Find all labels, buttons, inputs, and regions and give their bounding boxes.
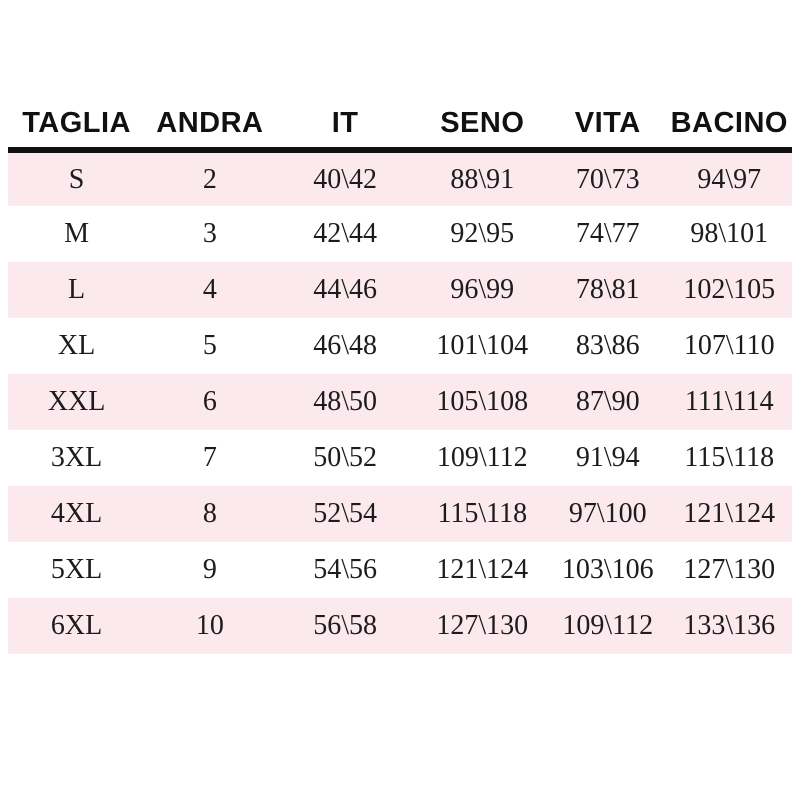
table-cell-vita: 74\77 (575, 218, 640, 249)
table-cell-taglia: L (68, 274, 86, 305)
table-cell-seno: 109\112 (436, 442, 528, 473)
table-cell-andra: 5 (202, 330, 217, 361)
table-cell-vita: 91\94 (575, 442, 640, 473)
table-cell-bacino: 133\136 (683, 610, 776, 641)
table-row-xl (8, 318, 792, 374)
table-cell-taglia: 5XL (50, 554, 103, 585)
header-row (8, 100, 792, 150)
table-cell-it: 50\52 (313, 442, 377, 473)
header-cell-andra: ANDRA (145, 100, 274, 150)
table-cell-andra: 2 (202, 163, 217, 195)
table-cell-vita: 103\106 (561, 554, 654, 585)
table-cell-it: 46\48 (313, 330, 377, 361)
table-row-5xl (8, 542, 792, 598)
table-cell-taglia: S (68, 163, 85, 195)
table-cell-andra: 6 (202, 386, 217, 417)
table-cell-it: 52\54 (313, 498, 377, 529)
table-cell-taglia: 4XL (50, 498, 103, 529)
table-cell-vita: 83\86 (575, 330, 640, 361)
table-cell-seno: 121\124 (436, 554, 529, 585)
table-cell-bacino: 111\114 (684, 386, 774, 417)
table-row-m (8, 206, 792, 262)
table-cell-vita: 78\81 (575, 274, 640, 305)
table-cell-andra: 8 (202, 498, 217, 529)
header-cell-seno: SENO (416, 100, 549, 150)
table-row-xxl (8, 374, 792, 430)
table-cell-bacino: 98\101 (690, 218, 769, 249)
table-cell-seno: 115\118 (437, 498, 528, 529)
table-cell-it: 44\46 (313, 274, 377, 305)
table-cell-bacino: 94\97 (697, 163, 762, 195)
table-cell-seno: 101\104 (436, 330, 529, 361)
table-cell-taglia: 6XL (50, 610, 103, 641)
table-cell-andra: 3 (202, 218, 217, 249)
table-cell-seno: 88\91 (450, 163, 515, 195)
table-cell-seno: 92\95 (450, 218, 515, 249)
table-cell-seno: 96\99 (450, 274, 515, 305)
table-cell-bacino: 121\124 (683, 498, 776, 529)
table-cell-taglia: XL (57, 330, 96, 361)
table-row-l (8, 262, 792, 318)
header-cell-taglia: TAGLIA (8, 100, 145, 150)
table-cell-taglia: M (64, 218, 90, 249)
table-cell-vita: 70\73 (575, 163, 640, 195)
table-cell-andra: 4 (202, 274, 217, 305)
table-cell-vita: 87\90 (575, 386, 640, 417)
table-cell-bacino: 115\118 (684, 442, 775, 473)
header-cell-bacino: BACINO (667, 100, 792, 150)
table-cell-it: 56\58 (313, 610, 377, 641)
table-cell-bacino: 102\105 (683, 274, 776, 305)
table-cell-taglia: 3XL (50, 442, 103, 473)
table-cell-andra: 9 (202, 554, 217, 585)
table-header (8, 100, 792, 150)
table-row-3xl (8, 430, 792, 486)
table-row-6xl (8, 598, 792, 654)
table-cell-it: 40\42 (313, 163, 377, 195)
table-cell-bacino: 107\110 (683, 330, 775, 361)
table-cell-seno: 127\130 (436, 610, 529, 641)
table-cell-bacino: 127\130 (683, 554, 776, 585)
table-cell-it: 42\44 (313, 218, 377, 249)
table-cell-taglia: XXL (47, 386, 106, 417)
size-chart-table (8, 100, 792, 654)
table-cell-andra: 10 (195, 610, 224, 641)
table-cell-it: 48\50 (313, 386, 377, 417)
table-cell-andra: 7 (202, 442, 217, 473)
header-cell-it: IT (275, 100, 416, 150)
table-cell-seno: 105\108 (436, 386, 529, 417)
table-row-s (8, 150, 792, 206)
table-cell-it: 54\56 (313, 554, 377, 585)
table-row-4xl (8, 486, 792, 542)
table-body (8, 150, 792, 654)
header-cell-vita: VITA (549, 100, 667, 150)
table-cell-vita: 97\100 (568, 498, 647, 529)
table-cell-vita: 109\112 (562, 610, 654, 641)
